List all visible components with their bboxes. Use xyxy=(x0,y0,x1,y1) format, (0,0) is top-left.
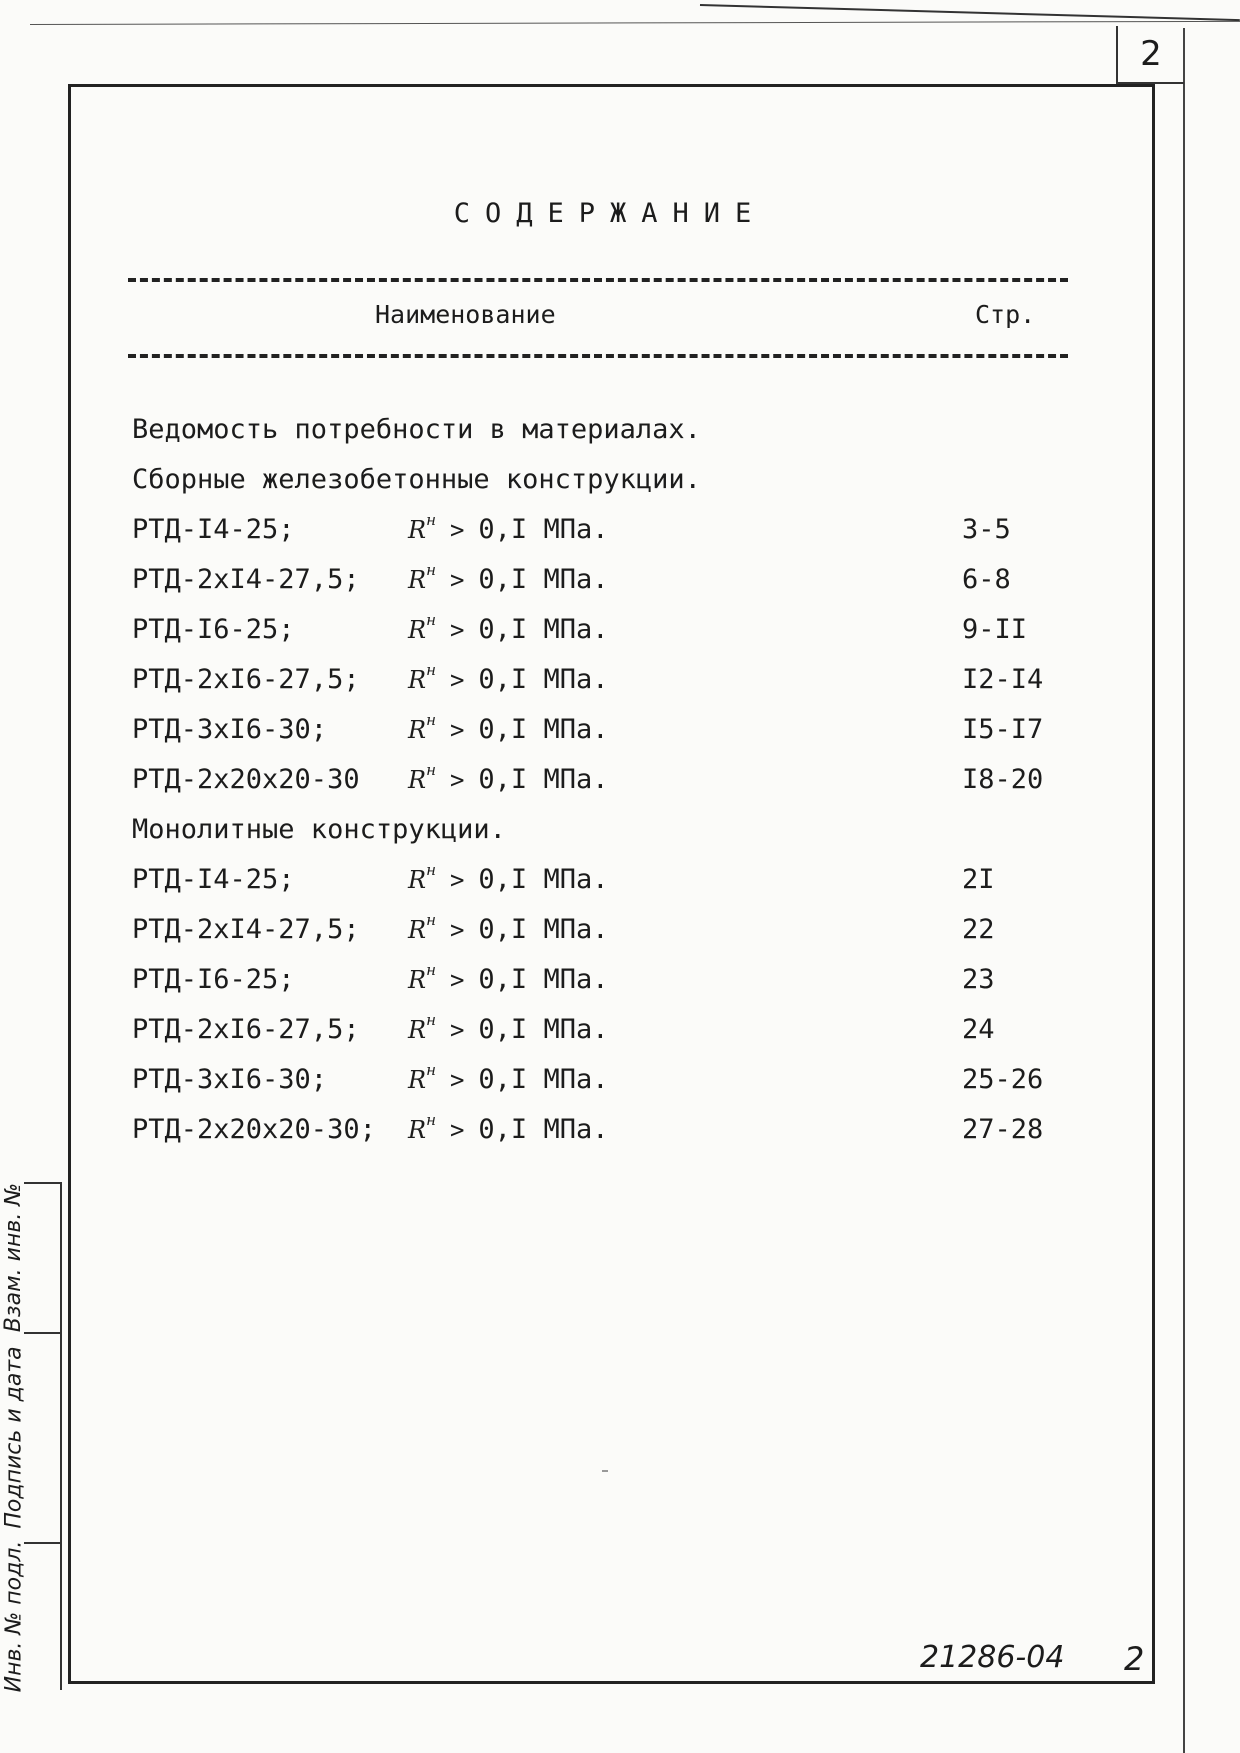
gt-symbol: > xyxy=(449,1016,465,1044)
side-stamp xyxy=(0,1182,62,1690)
r-symbol: $R^н$ xyxy=(408,661,436,694)
toc-code: РТД-2х20х20-30; xyxy=(132,1114,376,1145)
header-page: Стр. xyxy=(975,300,1036,329)
toc-condition xyxy=(408,911,609,945)
side-stamp-cell xyxy=(24,1182,60,1184)
gt-symbol: > xyxy=(449,916,465,944)
header-dash-top xyxy=(128,278,1068,282)
gt-symbol: > xyxy=(449,1116,465,1144)
gt-symbol: > xyxy=(449,866,465,894)
gt-symbol: > xyxy=(449,616,465,644)
header-name: Наименование xyxy=(375,300,556,329)
toc-code: РТД-3хI6-30; xyxy=(132,714,328,745)
toc-condition xyxy=(408,511,609,545)
r-symbol: $R^н$ xyxy=(408,1061,436,1094)
r-symbol: $R^н$ xyxy=(408,711,436,744)
toc-condition xyxy=(408,1011,609,1045)
r-symbol: $R^н$ xyxy=(408,911,436,944)
toc-condition xyxy=(408,661,609,695)
top-border-line xyxy=(30,21,1240,25)
side-stamp-text: Инв. № подл. xyxy=(1,1540,27,1692)
gt-symbol: > xyxy=(449,566,465,594)
toc-page: 25-26 xyxy=(962,1064,1044,1095)
toc-page: I5-I7 xyxy=(962,714,1044,745)
r-symbol: $R^н$ xyxy=(408,1111,436,1144)
page-number-box: 2 xyxy=(1116,26,1184,84)
condition-value: 0,I МПа. xyxy=(478,1014,609,1045)
toc-code: РТД-I4-25; xyxy=(132,514,295,545)
toc-code: РТД-I4-25; xyxy=(132,864,295,895)
toc-condition xyxy=(408,611,609,645)
page-title: СОДЕРЖАНИЕ xyxy=(453,198,767,229)
toc-page: 22 xyxy=(962,914,995,945)
section-materials: Ведомость потребности в материалах. xyxy=(132,414,701,445)
condition-value: 0,I МПа. xyxy=(478,914,609,945)
toc-condition xyxy=(408,861,609,895)
toc-page: 23 xyxy=(962,964,995,995)
side-stamp-text: Взам. инв. № xyxy=(1,1182,27,1332)
side-stamp-text: Подпись и дата xyxy=(1,1345,27,1529)
outer-right-border xyxy=(1183,28,1185,1753)
r-symbol: $R^н$ xyxy=(408,761,436,794)
r-symbol: $R^н$ xyxy=(408,611,436,644)
condition-value: 0,I МПа. xyxy=(478,564,609,595)
toc-code: РТД-I6-25; xyxy=(132,964,295,995)
r-symbol: $R^н$ xyxy=(408,561,436,594)
gt-symbol: > xyxy=(449,716,465,744)
toc-code: РТД-2х20х20-30 xyxy=(132,764,360,795)
condition-value: 0,I МПа. xyxy=(478,714,609,745)
toc-page: I8-20 xyxy=(962,764,1044,795)
r-symbol: $R^н$ xyxy=(408,961,436,994)
toc-code: РТД-2хI6-27,5; xyxy=(132,664,360,695)
toc-code: РТД-2хI4-27,5; xyxy=(132,564,360,595)
toc-page: 27-28 xyxy=(962,1114,1044,1145)
side-stamp-cell xyxy=(24,1542,60,1544)
condition-value: 0,I МПа. xyxy=(478,764,609,795)
condition-value: 0,I МПа. xyxy=(478,514,609,545)
toc-code: РТД-2хI6-27,5; xyxy=(132,1014,360,1045)
header-dash-bottom xyxy=(128,354,1068,358)
condition-value: 0,I МПа. xyxy=(478,614,609,645)
gt-symbol: > xyxy=(449,1066,465,1094)
condition-value: 0,I МПа. xyxy=(478,964,609,995)
document-number: 21286-04 xyxy=(920,1640,1065,1675)
toc-page: 9-II xyxy=(962,614,1028,645)
r-symbol: $R^н$ xyxy=(408,1011,436,1044)
toc-code: РТД-3хI6-30; xyxy=(132,1064,328,1095)
toc-page: I2-I4 xyxy=(962,664,1044,695)
toc-page: 6-8 xyxy=(962,564,1011,595)
toc-page: 2I xyxy=(962,864,995,895)
condition-value: 0,I МПа. xyxy=(478,864,609,895)
condition-value: 0,I МПа. xyxy=(478,664,609,695)
toc-page: 3-5 xyxy=(962,514,1011,545)
gt-symbol: > xyxy=(449,966,465,994)
toc-page: 24 xyxy=(962,1014,995,1045)
r-symbol: $R^н$ xyxy=(408,861,436,894)
gt-symbol: > xyxy=(449,516,465,544)
toc-condition xyxy=(408,711,609,745)
section-monolithic: Монолитные конструкции. xyxy=(132,814,506,845)
scan-speck xyxy=(602,1470,608,1472)
toc-condition xyxy=(408,561,609,595)
side-stamp-cell xyxy=(24,1332,60,1334)
top-border-line-2 xyxy=(700,4,1240,21)
toc-condition xyxy=(408,961,609,995)
section-prefab: Сборные железобетонные конструкции. xyxy=(132,464,701,495)
gt-symbol: > xyxy=(449,766,465,794)
gt-symbol: > xyxy=(449,666,465,694)
toc-code: РТД-2хI4-27,5; xyxy=(132,914,360,945)
bottom-page-number: 2 xyxy=(1124,1640,1145,1678)
condition-value: 0,I МПа. xyxy=(478,1114,609,1145)
toc-code: РТД-I6-25; xyxy=(132,614,295,645)
toc-condition xyxy=(408,761,609,795)
condition-value: 0,I МПа. xyxy=(478,1064,609,1095)
toc-condition xyxy=(408,1111,609,1145)
toc-condition xyxy=(408,1061,609,1095)
r-symbol: $R^н$ xyxy=(408,511,436,544)
